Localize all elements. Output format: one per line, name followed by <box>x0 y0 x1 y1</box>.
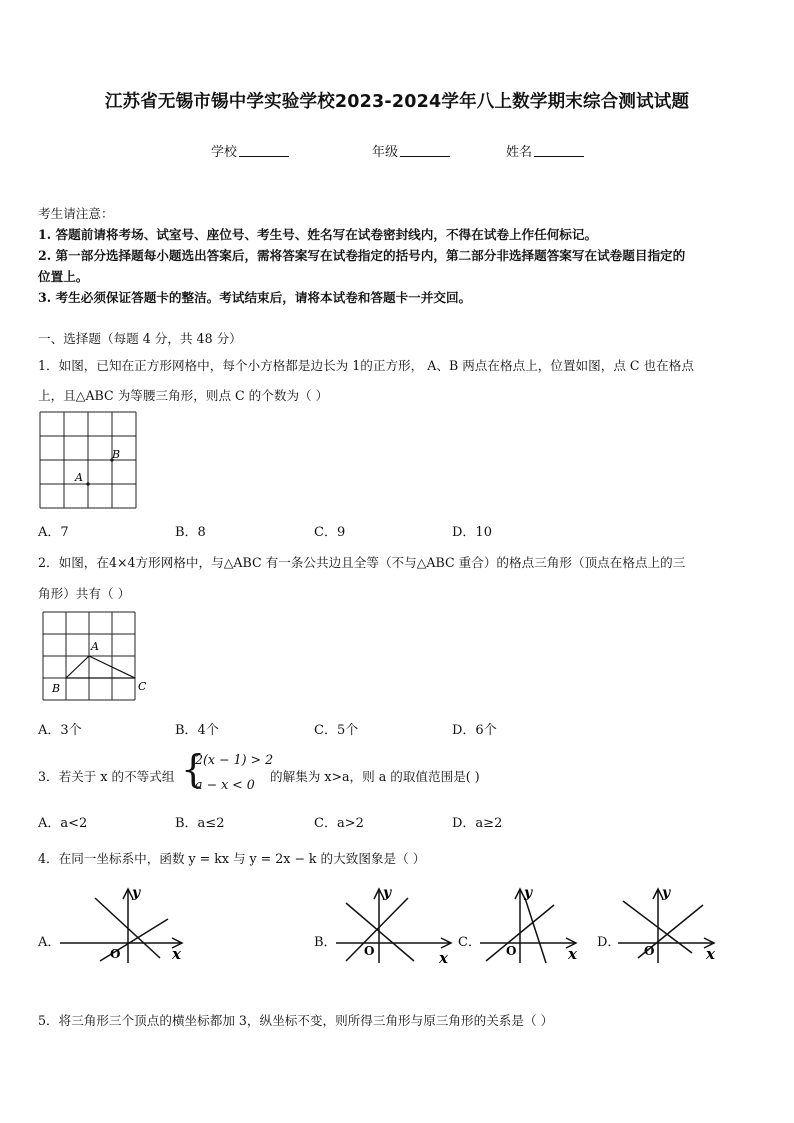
option-b[interactable]: B． <box>314 935 337 950</box>
label-c: C <box>138 680 147 693</box>
label-b: B <box>112 448 121 461</box>
origin-label: O <box>644 944 655 958</box>
y-label: y <box>383 885 392 901</box>
question-4-text: 4．在同一坐标系中，函数 y = kx 与 y = 2x − k 的大致图象是（ ） <box>38 851 426 866</box>
question-1-text: 上，且△ABC 为等腰三角形，则点 C 的个数为（ ） <box>38 388 329 403</box>
x-label: x <box>172 945 181 963</box>
option-d[interactable]: D．a≥2 <box>452 816 503 831</box>
question-5-text: 5．将三角形三个顶点的横坐标都加 3，纵坐标不变，则所得三角形与原三角形的关系是（ ） <box>38 1013 554 1028</box>
triangle-abc <box>66 656 135 678</box>
option-c[interactable]: C．a>2 <box>314 816 364 831</box>
option-a[interactable]: A．7 <box>38 525 69 540</box>
option-d[interactable]: D．10 <box>452 525 492 540</box>
inequality-2: a − x < 0 <box>195 777 255 792</box>
question-1-grid-figure <box>38 410 138 510</box>
graph-option-c[interactable] <box>480 883 585 968</box>
section-heading: 一、选择题（每题 4 分，共 48 分） <box>38 331 242 346</box>
option-d[interactable]: D． <box>597 935 621 950</box>
option-a[interactable]: A． <box>38 935 61 950</box>
x-label: x <box>706 945 715 963</box>
x-label: x <box>568 945 577 963</box>
notice-item: 位置上。 <box>38 269 89 284</box>
option-b[interactable]: B．4个 <box>175 723 219 738</box>
y-label: y <box>524 885 533 901</box>
option-c[interactable]: C．9 <box>314 525 346 540</box>
origin-label: O <box>506 944 517 958</box>
origin-label: O <box>364 944 375 958</box>
question-1-text: 1．如图，已知在正方形网格中，每个小方格都是边长为 1的正方形， A、B 两点在格点上，位置如图，点 C 也在格点 <box>38 358 694 373</box>
graph-option-b[interactable] <box>336 883 461 968</box>
grade-label: 年级 <box>372 145 399 160</box>
origin-label: O <box>110 947 121 961</box>
graph-option-a[interactable] <box>60 883 190 968</box>
notice-item: 1. 答题前请将考场、试室号、座位号、考生号、姓名写在试卷密封线内，不得在试卷上作任何标记。 <box>38 227 598 242</box>
notice-item: 3. 考生必须保证答题卡的整洁。考试结束后，请将本试卷和答题卡一并交回。 <box>38 290 472 305</box>
notice-item: 2. 第一部分选择题每小题选出答案后，需将答案写在试卷指定的括号内，第二部分非选择题答案写在试卷题目指定的 <box>38 248 686 263</box>
graph-line-1 <box>346 903 414 961</box>
notice-heading: 考生请注意： <box>38 206 114 221</box>
y-label: y <box>662 885 671 901</box>
option-a[interactable]: A．3个 <box>38 723 82 738</box>
question-2-text: 2．如图，在4×4方形网格中，与△ABC 有一条公共边且全等（不与△ABC 重合）的格点三角形（顶点在格点上的三 <box>38 555 686 570</box>
label-a: A <box>91 640 99 653</box>
graph-line-2 <box>346 898 408 961</box>
option-a[interactable]: A．a<2 <box>38 816 88 831</box>
question-2-grid-figure <box>40 610 155 702</box>
grade-field[interactable] <box>372 141 450 160</box>
graph-line-1 <box>525 898 546 963</box>
label-a: A <box>75 471 83 484</box>
option-b[interactable]: B．a≤2 <box>175 816 225 831</box>
question-3-text: 3．若关于 x 的不等式组 <box>38 769 175 784</box>
graph-option-d[interactable] <box>618 883 723 968</box>
point-a <box>86 482 89 485</box>
grid-lines <box>40 412 136 508</box>
inequality-1: 2(x − 1) > 2 <box>195 752 274 767</box>
name-label: 姓名 <box>506 145 533 160</box>
option-b[interactable]: B．8 <box>175 525 206 540</box>
school-label: 学校 <box>211 145 238 160</box>
name-field[interactable] <box>506 141 584 160</box>
school-field[interactable] <box>211 141 289 160</box>
option-d[interactable]: D．6个 <box>452 723 497 738</box>
inequality-brace: { <box>181 747 206 791</box>
question-3-text: 的解集为 x>a，则 a 的取值范围是( ) <box>270 769 480 784</box>
label-b: B <box>52 682 61 695</box>
x-label: x <box>439 949 448 967</box>
question-2-text: 角形）共有（ ） <box>38 586 131 601</box>
y-label: y <box>132 885 141 901</box>
page-title: 江苏省无锡市锡中学实验学校2023-2024学年八上数学期末综合测试试题 <box>104 92 690 112</box>
option-c[interactable]: C．5个 <box>314 723 359 738</box>
option-c[interactable]: C． <box>458 935 481 950</box>
